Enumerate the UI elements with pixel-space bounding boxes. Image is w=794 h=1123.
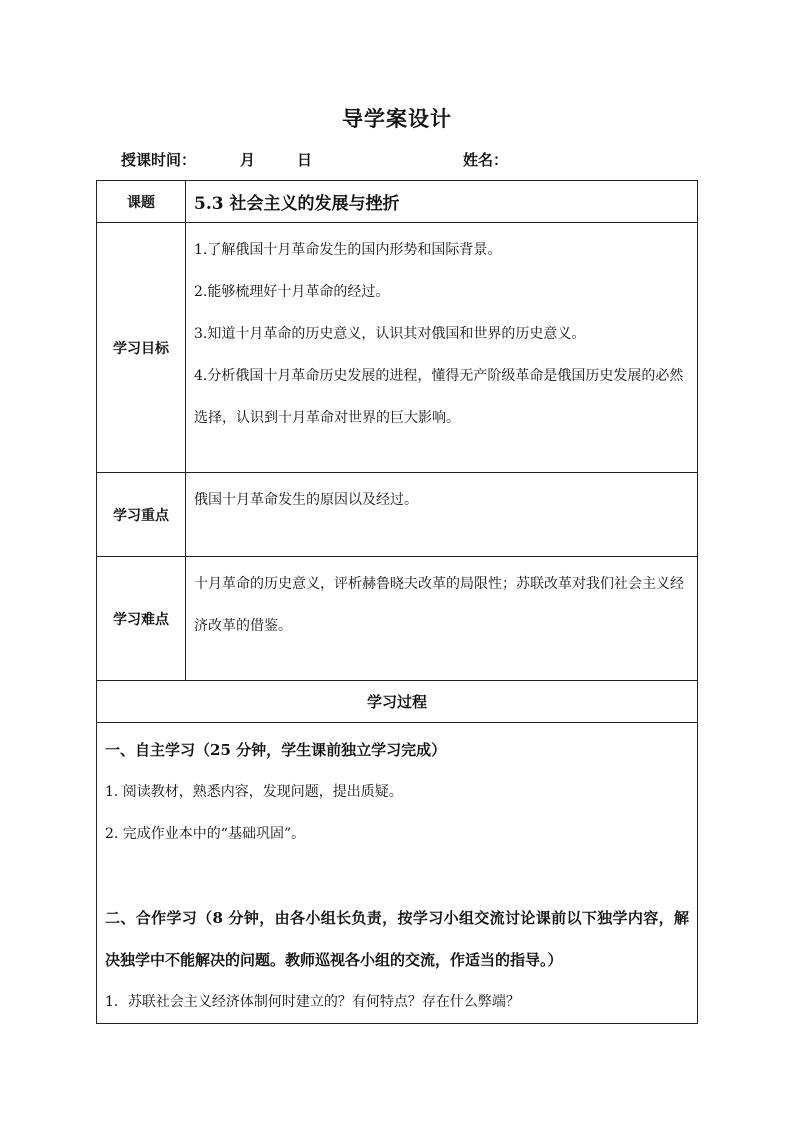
topic-row [97,181,698,223]
section2-title: 二、合作学习（8 分钟，由各小组长负责，按学习小组交流讨论课前以下独学内容，解决独学中不能解决的问题。教师巡视各小组的交流，作适当的指导。） [105,909,689,969]
section1-item: 1. 阅读教材，熟悉内容，发现问题，提出质疑。 [105,784,403,800]
objective-item: 2.能够梳理好十月革命的经过。 [194,284,390,300]
student-name-label: 姓名： [463,151,509,169]
topic-value: 5.3 社会主义的发展与挫折 [186,181,698,223]
section1-title: 一、自主学习（25 分钟，学生课前独立学习完成） [105,741,447,759]
class-time-label: 授课时间： [121,151,197,169]
difficulties-content [186,557,698,681]
objectives-row [97,223,698,473]
process-content-row [97,723,698,1024]
process-content [97,723,698,1024]
spacer [105,855,689,897]
document-title: 导学案设计 [342,106,452,131]
difficulties-row [97,557,698,681]
objective-item: 4.分析俄国十月革命历史发展的进程，懂得无产阶级革命是俄国历史发展的必然选择，认识到十月革命对世界的巨大影响。 [194,368,684,426]
difficulties-text: 十月革命的历史意义，评析赫鲁晓夫改革的局限性；苏联改革对我们社会主义经济改革的借鉴。 [194,576,684,634]
objectives-label: 学习目标 [97,223,186,473]
keypoints-text: 俄国十月革命发生的原因以及经过。 [194,492,418,508]
keypoints-content [186,473,698,557]
difficulties-label: 学习难点 [97,557,186,681]
day-label: 日 [297,151,313,169]
keypoints-label: 学习重点 [97,473,186,557]
objective-item: 1.了解俄国十月革命发生的国内形势和国际背景。 [194,242,502,258]
objectives-content [186,223,698,473]
objective-item: 3.知道十月革命的历史意义，认识其对俄国和世界的历史意义。 [194,326,586,342]
section2-item: 1．苏联社会主义经济体制何时建立的？有何特点？存在什么弊端？ [105,994,520,1010]
keypoints-row [97,473,698,557]
process-heading: 学习过程 [97,681,698,723]
month-label: 月 [240,151,256,169]
process-header-row [97,681,698,723]
lesson-plan-table [96,180,698,1024]
topic-label: 课题 [97,181,186,223]
section1-item: 2. 完成作业本中的“基础巩固”。 [105,826,306,842]
